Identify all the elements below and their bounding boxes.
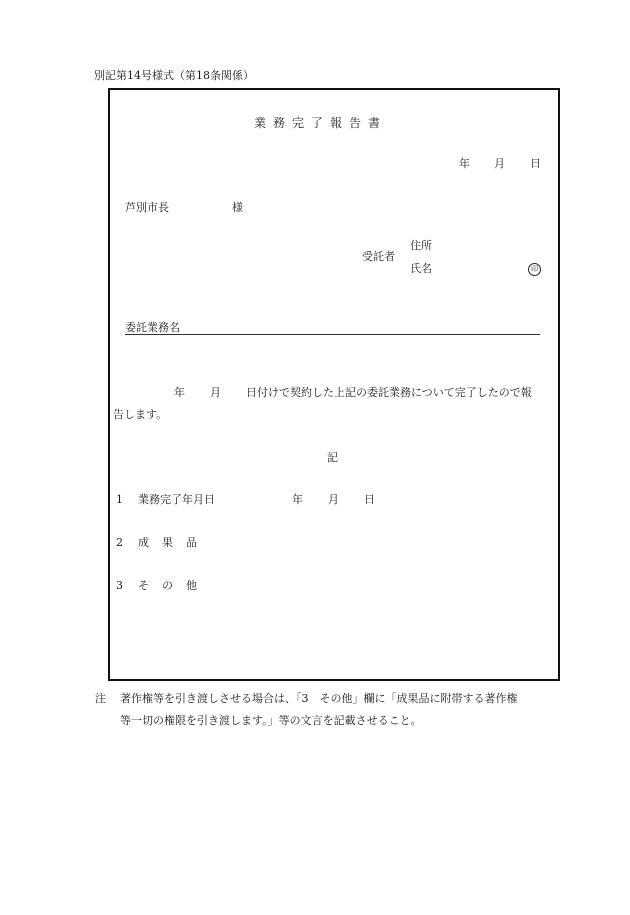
addressee-name: 芦別市長	[125, 201, 169, 214]
form-reference: 別記第14号様式（第18条関係）	[94, 69, 254, 82]
body-year: 年	[174, 386, 185, 399]
note-line2: 等一切の権限を引き渡します。」等の文言を記載させること。	[120, 714, 422, 727]
note-prefix: 注	[95, 692, 106, 705]
form-frame	[108, 88, 560, 681]
task-name-label: 委託業務名	[125, 321, 180, 334]
date-day: 日	[530, 157, 541, 170]
seal-mark: 印	[528, 263, 541, 276]
body-month: 月	[210, 386, 221, 399]
body-text-line2: 告します。	[113, 408, 168, 421]
date-month: 月	[494, 157, 505, 170]
item-1-number: 1	[116, 493, 123, 506]
item-2-label: 成 果 品	[138, 536, 198, 549]
body-text-line1: 日付けで契約した上記の委託業務について完了したので報	[246, 386, 532, 399]
document-title: 業務完了報告書	[254, 116, 388, 130]
item-1-year: 年	[292, 493, 303, 506]
item-1-day: 日	[364, 493, 375, 506]
item-3-number: 3	[116, 579, 123, 592]
item-2-number: 2	[116, 536, 123, 549]
task-name-underline	[125, 334, 540, 335]
item-1-month: 月	[328, 493, 339, 506]
item-1-label: 業務完了年月日	[138, 493, 215, 506]
ki-heading: 記	[327, 451, 338, 464]
addressee-honorific: 様	[232, 201, 243, 214]
name-label: 氏名	[410, 262, 432, 275]
item-3-label: そ の 他	[138, 579, 198, 592]
note-line1: 著作権等を引き渡しさせる場合は、「3 その他」欄に「成果品に附帯する著作権	[120, 692, 518, 705]
date-year: 年	[459, 157, 470, 170]
address-label: 住所	[410, 239, 432, 252]
contractor-label: 受託者	[362, 250, 395, 263]
